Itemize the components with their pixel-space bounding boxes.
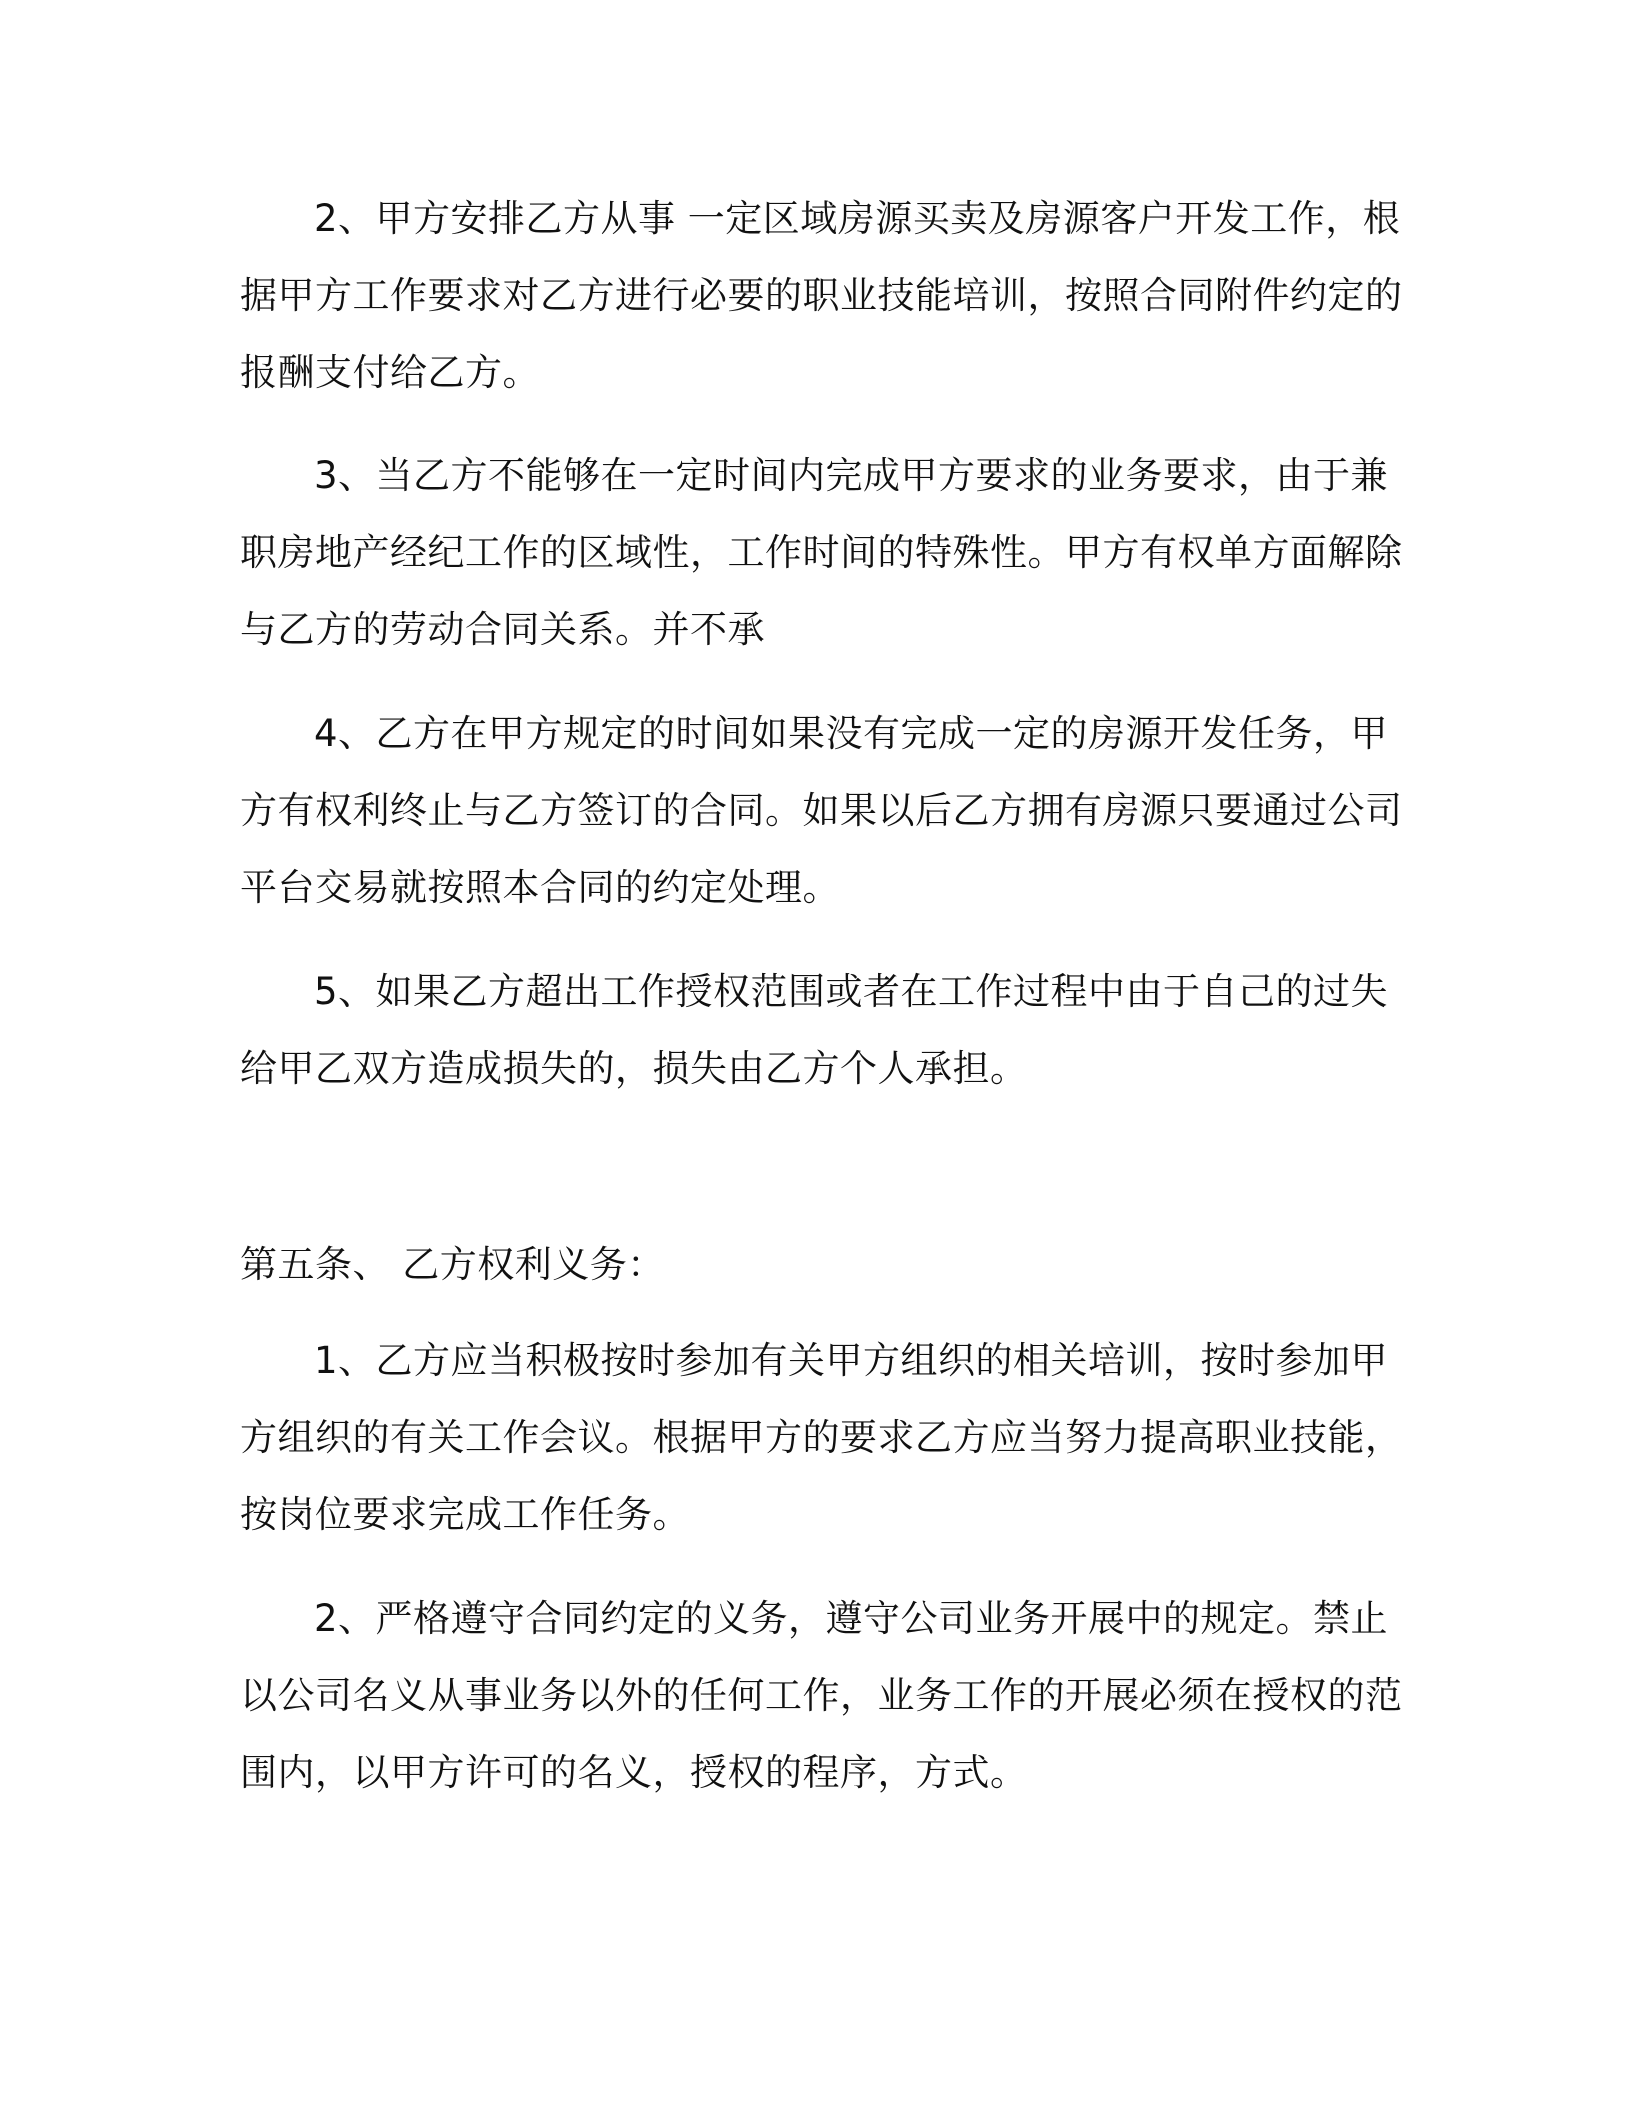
clause-item-2: 2、甲方安排乙方从事 一定区域房源买卖及房源客户开发工作，根据甲方工作要求对乙方进行必要的职业技能培训，按照合同附件约定的报酬支付给乙方。 — [240, 197, 1403, 394]
clause-item-4: 4、乙方在甲方规定的时间如果没有完成一定的房源开发任务，甲方有权利终止与乙方签订的合同。如果以后乙方拥有房源只要通过公司平台交易就按照本合同的约定处理。 — [240, 712, 1403, 909]
clause-item-5: 5、如果乙方超出工作授权范围或者在工作过程中由于自己的过失给甲乙双方造成损失的，损失由乙方个人承担。 — [240, 970, 1389, 1090]
clause-item-3: 3、当乙方不能够在一定时间内完成甲方要求的业务要求，由于兼职房地产经纪工作的区域性，工作时间的特殊性。甲方有权单方面解除与乙方的劳动合同关系。并不承 — [240, 454, 1403, 651]
section-heading: 第五条、 乙方权利义务： — [240, 1243, 665, 1286]
obligation-item-1: 1、乙方应当积极按时参加有关甲方组织的相关培训，按时参加甲方组织的有关工作会议。根据甲方的要求乙方应当努力提高职业技能，按岗位要求完成工作任务。 — [240, 1339, 1403, 1536]
obligation-item-2: 2、严格遵守合同约定的义务，遵守公司业务开展中的规定。禁止以公司名义从事业务以外的任何工作，业务工作的开展必须在授权的范围内，以甲方许可的名义，授权的程序，方式。 — [240, 1597, 1403, 1794]
